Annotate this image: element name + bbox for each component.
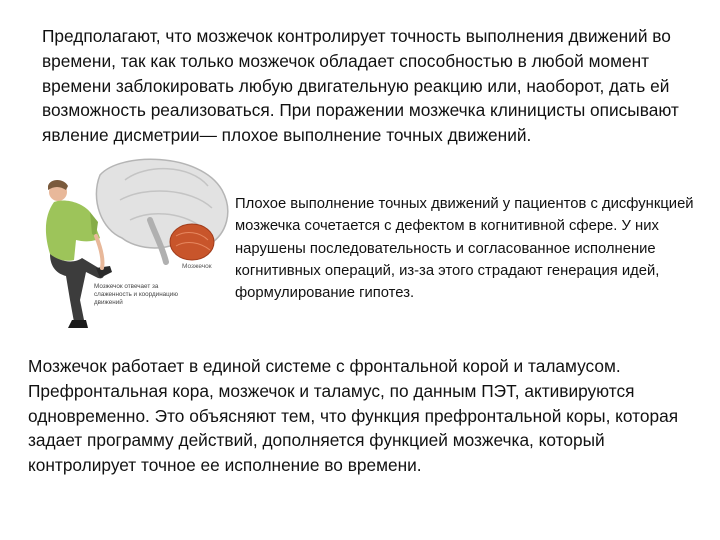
intro-paragraph: Предполагают, что мозжечок контролирует точность выполнения движений во времени, так как только мозжечок обладает способностью в любой момент времени заблокировать любую двигательную реакцию или, наоборот, дать ей возможность реализоваться. При поражении мозжечка клиницисты описывают явление дисметрии— плохое выполнение точных движений. (42, 26, 679, 146)
caption-line-3: движений (94, 299, 123, 306)
system-paragraph: Мозжечок работает в единой системе с фронтальной корой и таламусом. Префронтальная кора, мозжечок и таламус, по данным ПЭТ, активируются одновременно. Это объясняют тем, что функция префронтальной коры, которая задает программу действий, дополняется функцией мозжечка, который контролирует точное ее исполнение во времени. (28, 356, 679, 476)
cerebellum-illustration (30, 150, 240, 335)
caption-line-2: слаженность и координацию (94, 291, 179, 298)
cognitive-paragraph: Плохое выполнение точных движений у пациентов с дисфункцией мозжечка сочетается с дефектом в когнитивной сфере. У них нарушены последовательность и согласованное исполнение когнитивных операций, из-за этого страдают генерация идей, формулирование гипотез. (235, 196, 694, 302)
brain-section (96, 159, 227, 262)
caption-line-1: Мозжечок отвечает за (94, 283, 159, 290)
brain-label: Мозжечок (182, 263, 212, 270)
illustration-svg (30, 150, 240, 335)
cerebellum-highlight (170, 224, 214, 260)
